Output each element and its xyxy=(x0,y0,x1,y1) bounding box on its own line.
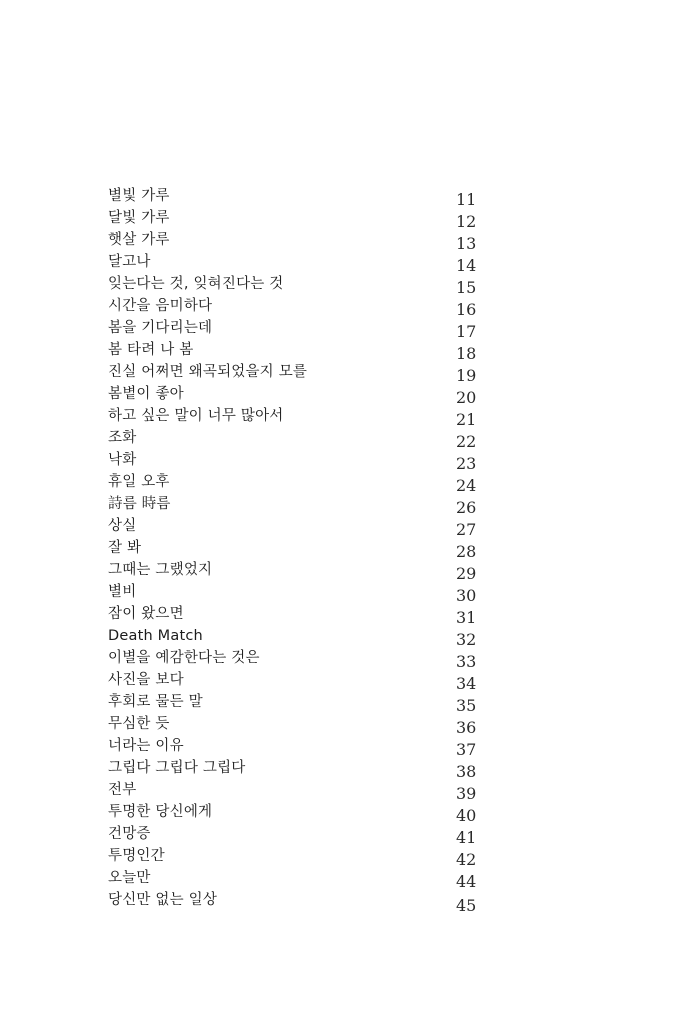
toc-entry-page: 32 xyxy=(456,630,477,649)
toc-entry-page: 44 xyxy=(456,872,477,891)
toc-entry-title: 조화 xyxy=(108,430,137,446)
toc-entry-page: 36 xyxy=(456,718,477,737)
toc-entry-page: 34 xyxy=(456,674,477,693)
toc-entry-title: 잠이 왔으면 xyxy=(108,606,184,622)
toc-entry-page: 28 xyxy=(456,542,477,561)
toc-entry-page: 18 xyxy=(456,344,477,363)
toc-entry-title: 詩름 時름 xyxy=(108,496,171,512)
toc-entry-page: 20 xyxy=(456,388,477,407)
toc-entry-title: 달빛 가루 xyxy=(108,210,170,226)
toc-entry-page: 17 xyxy=(456,322,477,341)
toc-entry-page: 21 xyxy=(456,410,477,429)
toc-entry-title: 하고 싶은 말이 너무 많아서 xyxy=(108,408,284,424)
toc-entry-title: 후회로 물든 말 xyxy=(108,694,203,710)
toc-entry-title: 별빛 가루 xyxy=(108,188,170,204)
toc-entry-page: 29 xyxy=(456,564,477,583)
toc-entry-title: 너라는 이유 xyxy=(108,738,184,754)
toc-entry-title: 휴일 오후 xyxy=(108,474,170,490)
toc-entry-page: 11 xyxy=(456,190,477,209)
toc-entry-page: 24 xyxy=(456,476,477,495)
toc-entry-title: 잘 봐 xyxy=(108,540,142,556)
toc-entry-page: 37 xyxy=(456,740,477,759)
toc-entry-page: 38 xyxy=(456,762,477,781)
toc-entry-title: 그립다 그립다 그립다 xyxy=(108,760,246,776)
toc-entry-page: 41 xyxy=(456,828,477,847)
toc-entry-page: 31 xyxy=(456,608,477,627)
toc-entry-title: 낙화 xyxy=(108,452,137,468)
toc-entry-page: 35 xyxy=(456,696,477,715)
toc-entry-title: 햇살 가루 xyxy=(108,232,170,248)
toc-entry-title: 그때는 그랬었지 xyxy=(108,562,213,578)
toc-entry-title: 봄을 기다리는데 xyxy=(108,320,213,336)
toc-entry-title: 이별을 예감한다는 것은 xyxy=(108,650,260,666)
toc-entry-title: 투명인간 xyxy=(108,848,165,864)
toc-entry-page: 45 xyxy=(456,896,477,915)
toc-entry-page: 14 xyxy=(456,256,477,275)
toc-entry-title: 건망증 xyxy=(108,826,151,842)
toc-entry-page: 23 xyxy=(456,454,477,473)
toc-entry-page: 19 xyxy=(456,366,477,385)
toc-entry-title: 상실 xyxy=(108,518,137,534)
toc-entry-title: 사진을 보다 xyxy=(108,672,184,688)
toc-entry-title: 오늘만 xyxy=(108,870,151,886)
toc-entry-page: 12 xyxy=(456,212,477,231)
toc-entry-page: 42 xyxy=(456,850,477,869)
toc-entry-title: 시간을 음미하다 xyxy=(108,298,213,314)
toc-entry-title: Death Match xyxy=(108,628,203,644)
toc-entry-title: 별비 xyxy=(108,584,137,600)
toc-entry-page: 30 xyxy=(456,586,477,605)
toc-entry-title: 투명한 당신에게 xyxy=(108,804,213,820)
toc-entry-title: 봄 타려 나 봄 xyxy=(108,342,194,358)
toc-entry-page: 15 xyxy=(456,278,477,297)
toc-entry-page: 27 xyxy=(456,520,477,539)
toc-entry-page: 22 xyxy=(456,432,477,451)
toc-entry-title: 당신만 없는 일상 xyxy=(108,892,218,908)
toc-entry-page: 16 xyxy=(456,300,477,319)
toc-entry-title: 잊는다는 것, 잊혀진다는 것 xyxy=(108,276,284,292)
toc-entry-title: 전부 xyxy=(108,782,137,798)
toc-entry-page: 33 xyxy=(456,652,477,671)
toc-entry-page: 26 xyxy=(456,498,477,517)
toc-entry-title: 무심한 듯 xyxy=(108,716,170,732)
toc-entry-page: 39 xyxy=(456,784,477,803)
toc-entry-page: 40 xyxy=(456,806,477,825)
toc-entry-page: 13 xyxy=(456,234,477,253)
toc-entry-title: 봄볕이 좋아 xyxy=(108,386,184,402)
toc-entry-title: 달고나 xyxy=(108,254,151,270)
toc-entry-title: 진실 어쩌면 왜곡되었을지 모를 xyxy=(108,364,308,380)
